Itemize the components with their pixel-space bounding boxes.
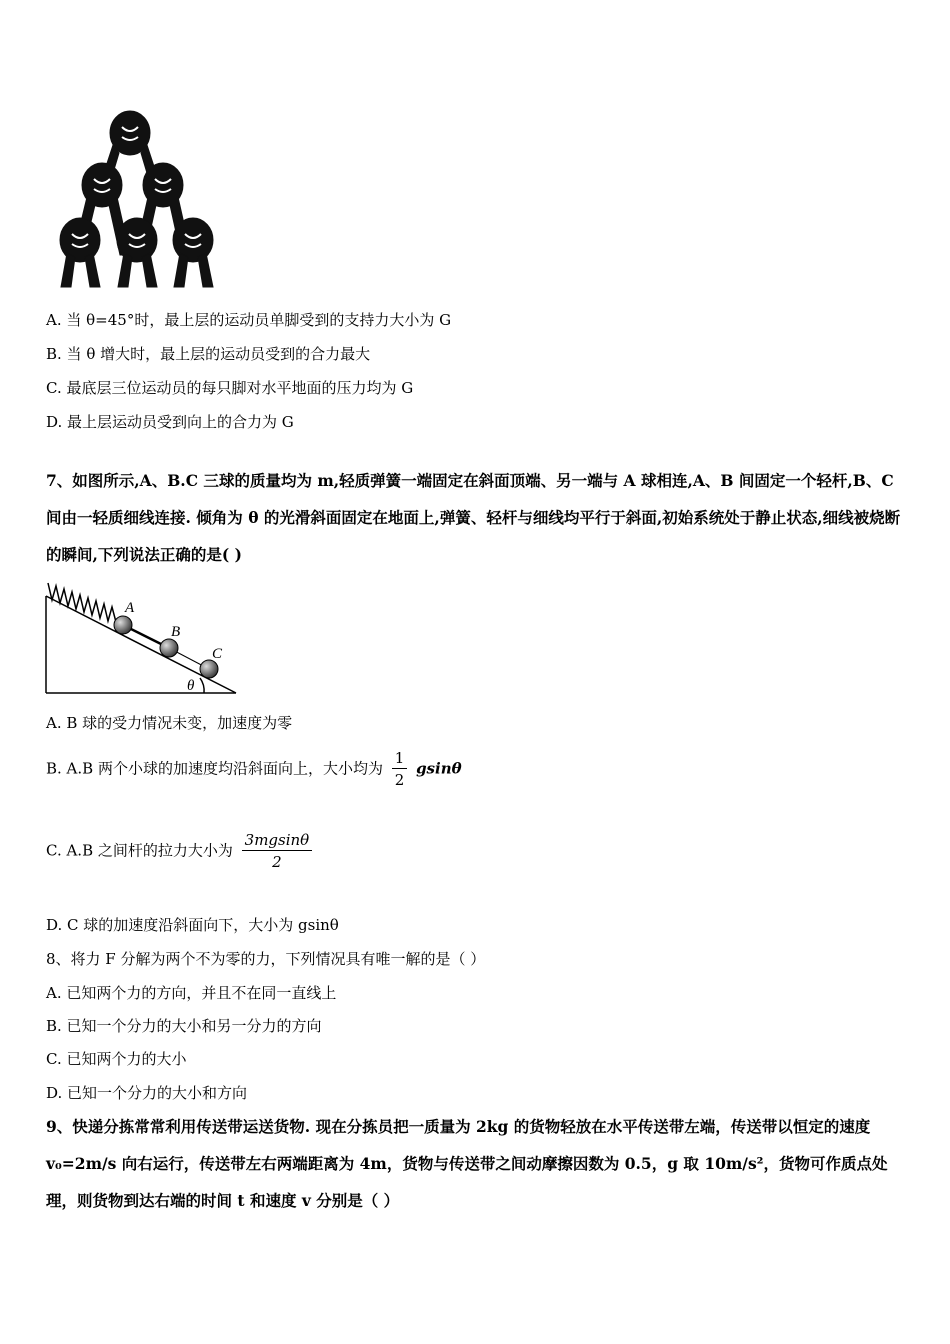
fraction-tension [242, 830, 313, 873]
fraction-numerator: 3mgsinθ [242, 830, 313, 851]
q6-option-b: B. 当 θ 增大时，最上层的运动员受到的合力最大 [46, 345, 371, 363]
human-pyramid-figure [55, 105, 220, 290]
label-theta: θ [187, 678, 195, 694]
incline-figure [44, 578, 244, 698]
ball-c [200, 660, 218, 678]
q7-option-c-text: C. A.B 之间杆的拉力大小为 [46, 841, 233, 860]
q7-stem: 7、如图所示,A、B.C 三球的质量均为 m,轻质弹簧一端固定在斜面顶端、另一端与 A 球相连,A、B 间固定一个轻杆,B、C 间由一轻质细线连接. 倾角为 θ 的光滑斜面固定在地面上,弹簧、轻杆与细线均平行于斜面,初始系统处于静止状态,细线被烧断的瞬间,下列说法正确的是( ) [46, 471, 901, 564]
fraction-denominator: 2 [272, 853, 282, 871]
q8-option-d: D. 已知一个分力的大小和方向 [46, 1084, 248, 1102]
q8-option-a: A. 已知两个力的方向，并且不在同一直线上 [46, 984, 337, 1002]
q7-option-a: A. B 球的受力情况未变，加速度为零 [46, 714, 293, 732]
fraction-denominator: 2 [394, 771, 405, 789]
ball-b [160, 639, 178, 657]
q6-option-a: A. 当 θ=45°时，最上层的运动员单脚受到的支持力大小为 G [46, 311, 452, 329]
q8-option-c: C. 已知两个力的大小 [46, 1050, 187, 1068]
label-b: B [171, 624, 181, 640]
q7-option-c [46, 830, 316, 873]
ball-a [114, 616, 132, 634]
q6-option-c: C. 最底层三位运动员的每只脚对水平地面的压力均为 G [46, 379, 414, 397]
label-c: C [212, 646, 223, 662]
fraction-numerator: 1 [392, 748, 408, 769]
q7-option-b [46, 748, 462, 791]
label-a: A [125, 600, 135, 616]
q9-stem: 9、快递分拣常常利用传送带运送货物. 现在分拣员把一质量为 2kg 的货物轻放在水平传送带左端，传送带以恒定的速度 v₀=2m/s 向右运行，传送带左右两端距离为 4m，货物与传送带之间动摩擦因数为 0.5，g 取 10m/s²，货物可作质点处理，则货物到达右端的时间 t 和速度 v 分别是（ ） [46, 1117, 888, 1210]
q8-stem: 8、将力 F 分解为两个不为零的力，下列情况具有唯一解的是（ ） [46, 950, 486, 968]
q7-option-b-text: B. A.B 两个小球的加速度均沿斜面向上，大小均为 [46, 759, 383, 778]
q8-option-b: B. 已知一个分力的大小和另一分力的方向 [46, 1017, 322, 1035]
fraction-half [392, 748, 408, 791]
q6-option-d: D. 最上层运动员受到向上的合力为 G [46, 413, 294, 431]
q7-option-d: D. C 球的加速度沿斜面向下，大小为 gsinθ [46, 916, 339, 934]
q7-option-b-tail: gsinθ [416, 759, 462, 778]
